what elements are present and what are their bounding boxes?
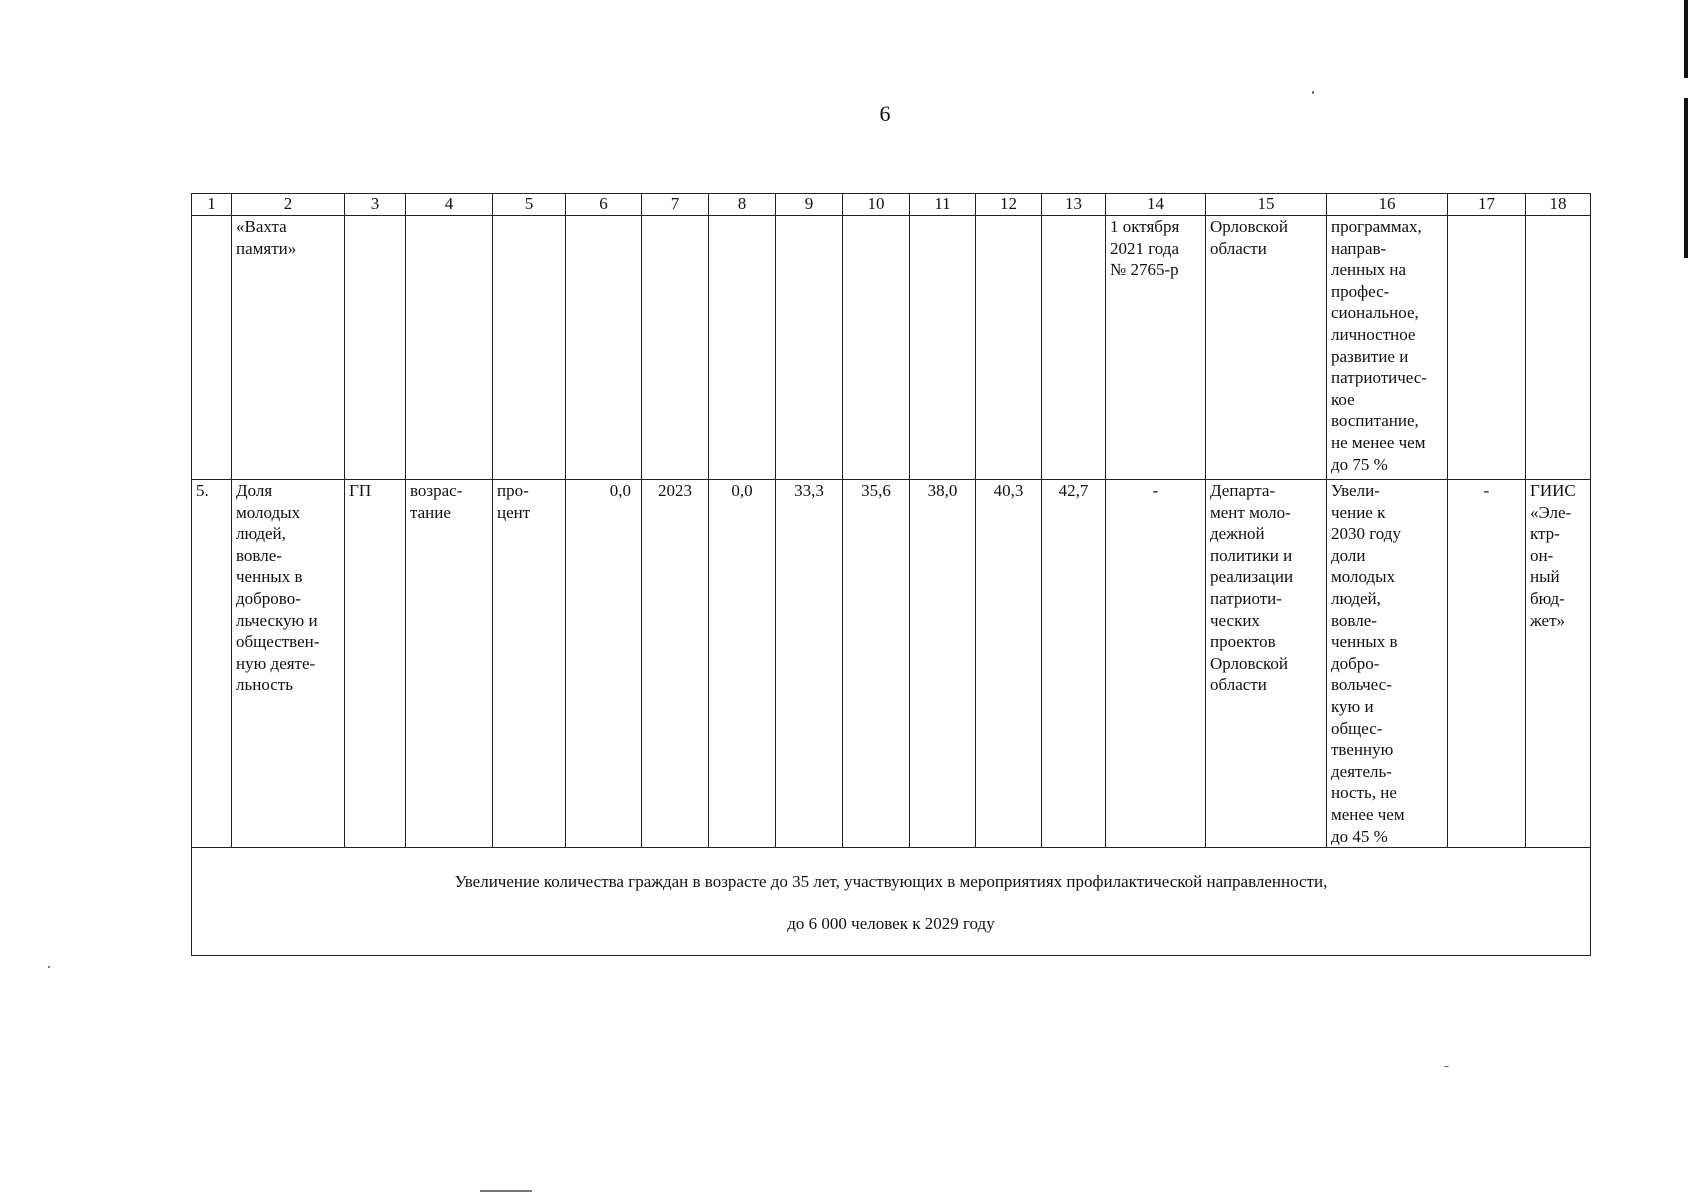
cell-c6 — [566, 216, 642, 480]
cell-base-year: 2023 — [642, 480, 709, 848]
cell-c9 — [776, 216, 843, 480]
cell-c3 — [345, 216, 406, 480]
col-header-18: 18 — [1526, 194, 1591, 216]
scan-edge-mark-top — [1684, 0, 1688, 78]
cell-value-c12: 40,3 — [976, 480, 1042, 848]
cell-c10 — [843, 216, 910, 480]
scan-underline-mark — [480, 1190, 532, 1192]
cell-indicator-name: «Вахта памяти» — [232, 216, 345, 480]
cell-value-c13: 42,7 — [1042, 480, 1106, 848]
cell-document-date: 1 октября 2021 года № 2765-р — [1106, 216, 1206, 480]
footer-line-1: Увеличение количества граждан в возрасте до 35 лет, участвующих в мероприятиях профилактической направленности, — [454, 872, 1328, 892]
header-row — [192, 194, 1591, 216]
col-header-10: 10 — [843, 194, 910, 216]
footer-cell — [192, 848, 1591, 956]
cell-value-c9: 33,3 — [776, 480, 843, 848]
col-header-5: 5 — [493, 194, 566, 216]
page-number: 6 — [879, 101, 891, 126]
col-header-16: 16 — [1327, 194, 1448, 216]
cell-value-c8: 0,0 — [709, 480, 776, 848]
cell-unit: про- цент — [493, 480, 566, 848]
cell-c17 — [1448, 216, 1526, 480]
col-header-13: 13 — [1042, 194, 1106, 216]
col-header-7: 7 — [642, 194, 709, 216]
scan-speck — [48, 966, 50, 968]
cell-c12 — [976, 216, 1042, 480]
cell-value-c11: 38,0 — [910, 480, 976, 848]
cell-document-date: - — [1106, 480, 1206, 848]
footer-line-2: до 6 000 человек к 2029 году — [787, 914, 995, 934]
cell-base-value: 0,0 — [566, 480, 642, 848]
col-header-1: 1 — [192, 194, 232, 216]
col-header-4: 4 — [406, 194, 493, 216]
cell-description: программах, направ- ленных на профес- сиональное, личностное развитие и патриотичес- кое воспитание, не менее чем до 75 % — [1327, 216, 1448, 480]
col-header-3: 3 — [345, 194, 406, 216]
scan-speck — [1444, 1066, 1449, 1067]
col-header-14: 14 — [1106, 194, 1206, 216]
cell-info-system — [1526, 216, 1591, 480]
table-row-5 — [192, 480, 1591, 848]
cell-info-system: ГИИС «Эле- ктр- он- ный бюд- жет» — [1526, 480, 1591, 848]
scan-speck — [1312, 91, 1314, 94]
col-header-9: 9 — [776, 194, 843, 216]
cell-trend: возрас- тание — [406, 480, 493, 848]
col-header-6: 6 — [566, 194, 642, 216]
col-header-17: 17 — [1448, 194, 1526, 216]
cell-indicator-name: Доля молодых людей, вовле- ченных в доброво- льческую и обществен- ную деяте- льность — [232, 480, 345, 848]
col-header-2: 2 — [232, 194, 345, 216]
cell-responsible: Департа- мент моло- дежной политики и реализации патриоти- ческих проектов Орловской области — [1206, 480, 1327, 848]
col-header-8: 8 — [709, 194, 776, 216]
col-header-11: 11 — [910, 194, 976, 216]
cell-description: Увели- чение к 2030 году доли молодых людей, вовле- ченных в добро- вольчес- кую и общес- твенную деятель- ность, не менее чем до 45 % — [1327, 480, 1448, 848]
cell-c5 — [493, 216, 566, 480]
cell-c11 — [910, 216, 976, 480]
indicator-table — [191, 193, 1591, 956]
col-header-12: 12 — [976, 194, 1042, 216]
col-header-15: 15 — [1206, 194, 1327, 216]
table-row-vakhta-continuation — [192, 216, 1591, 480]
table-row-footer — [192, 848, 1591, 956]
scan-edge-mark-bottom — [1684, 98, 1688, 258]
cell-c8 — [709, 216, 776, 480]
cell-c13 — [1042, 216, 1106, 480]
cell-c17: - — [1448, 480, 1526, 848]
cell-value-c10: 35,6 — [843, 480, 910, 848]
cell-number: 5. — [192, 480, 232, 848]
cell-c7 — [642, 216, 709, 480]
cell-number — [192, 216, 232, 480]
cell-responsible: Орловской области — [1206, 216, 1327, 480]
cell-c4 — [406, 216, 493, 480]
cell-indicator-level: ГП — [345, 480, 406, 848]
